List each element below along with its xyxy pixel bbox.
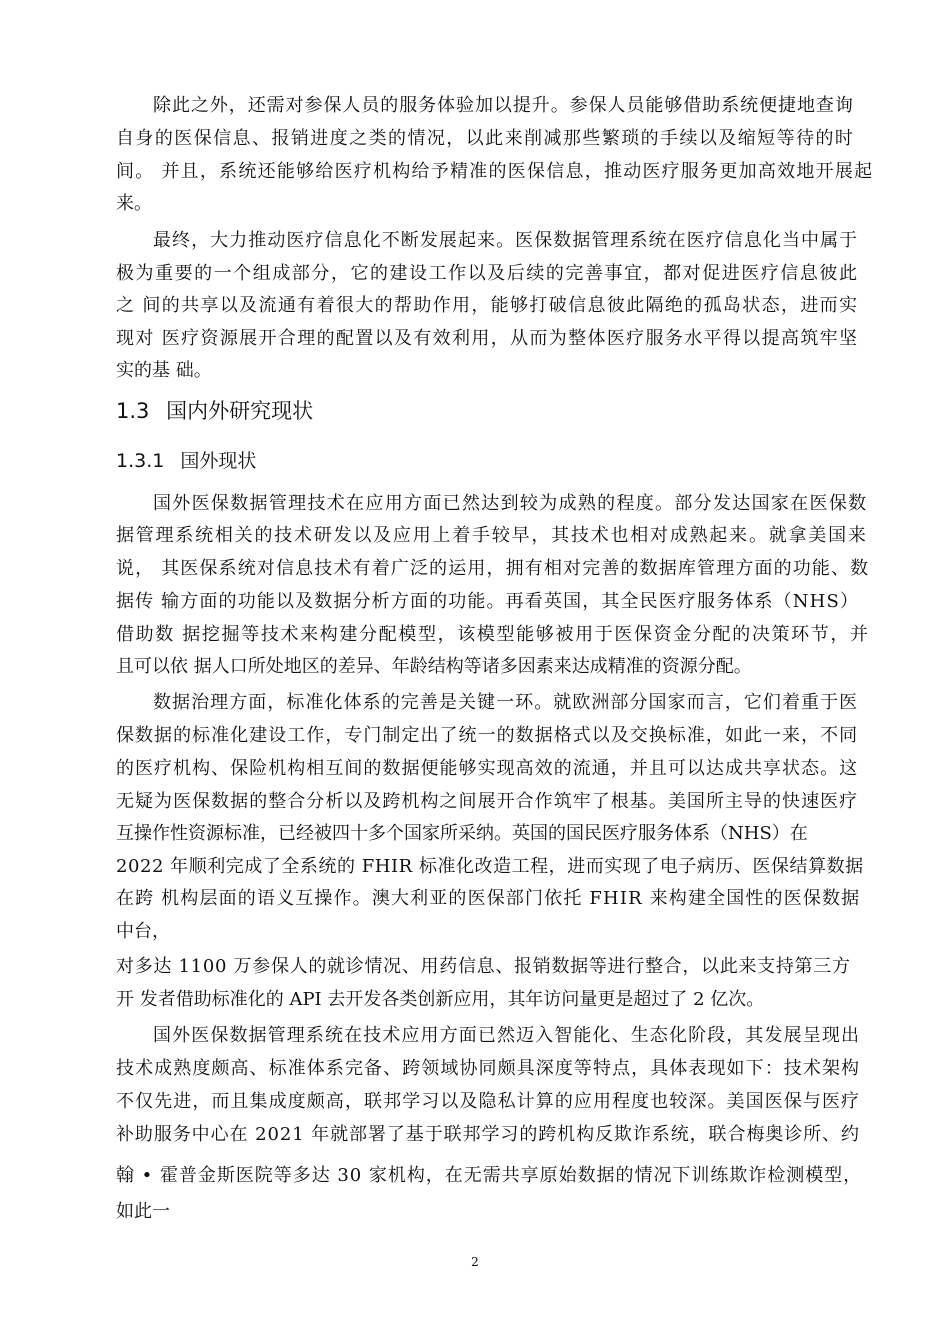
- body-line: 如此一: [116, 1201, 170, 1222]
- body-line: 国外医保数据管理技术在应用方面已然达到较为成熟的程度。部分发达国家在医保数: [153, 493, 868, 514]
- body-line: 除此之外，还需对参保人员的服务体验加以提升。参保人员能够借助系统便捷地查询: [153, 95, 854, 116]
- body-line: 国外医保数据管理系统在技术应用方面已然迈入智能化、生态化阶段，其发展呈现出: [153, 1025, 861, 1046]
- body-line: 最终，大力推动医疗信息化不断发展起来。医保数据管理系统在医疗信息化当中属于: [153, 230, 859, 251]
- page-number: 2: [471, 1255, 479, 1269]
- body-line: 借助数 据挖掘等技术来构建分配模型，该模型能够被用于医保资金分配的决策环节，并: [116, 624, 870, 645]
- body-line: 技术成熟度颇高、标准体系完备、跨领域协同颇具深度等特点，具体表现如下：技术架构: [116, 1058, 861, 1079]
- body-line: 翰 • 霍普金斯医院等多达 30 家机构，在无需共享原始数据的情况下训练欺诈检测模型，: [116, 1165, 863, 1186]
- body-line: 说， 其医保系统对信息技术有着广泛的运用，拥有相对完善的数据库管理方面的功能、数: [116, 558, 870, 579]
- body-line: 据管理系统相关的技术研发以及应用上着手较早，其技术也相对成熟起来。就拿美国来: [116, 525, 868, 546]
- body-line: 无疑为医保数据的整合分析以及跨机构之间展开合作筑牢了根基。美国所主导的快速医疗: [116, 791, 859, 812]
- body-line: 且可以依 据人口所处地区的差异、年龄结构等诸多因素来达成精准的资源分配。: [116, 656, 752, 677]
- body-line: 在跨 机构层面的语义互操作。澳大利亚的医保部门依托 FHIR 来构建全国性的医保数据: [116, 888, 861, 909]
- body-line: 互操作性资源标准，已经被四十多个国家所采纳。英国的国民医疗服务体系（NHS）在: [116, 823, 808, 844]
- body-line: 自身的医保信息、报销进度之类的情况，以此来削减那些繁琐的手续以及缩短等待的时: [116, 128, 855, 149]
- body-line: 的医疗机构、保险机构相互间的数据便能够实现高效的流通，并且可以达成共享状态。这: [116, 758, 859, 779]
- section-number: 1.3: [116, 399, 150, 423]
- body-line: 间。 并且，系统还能够给医疗机构给予精准的医保信息，推动医疗服务更加高效地开展起: [116, 161, 874, 182]
- body-line: 开 发者借助标准化的 API 去开发各类创新应用，其年访问量更是超过了 2 亿次。: [116, 989, 765, 1010]
- section-title: 国内外研究现状: [166, 399, 314, 423]
- body-line: 补助服务中心在 2021 年就部署了基于联邦学习的跨机构反欺诈系统，联合梅奥诊所、约: [116, 1124, 860, 1145]
- body-line: 保数据的标准化建设工作，专门制定出了统一的数据格式以及交换标准，如此一来，不同: [116, 725, 859, 746]
- body-line: 现对 医疗资源展开合理的配置以及有效利用，从而为整体医疗服务水平得以提高筑牢坚: [116, 328, 859, 349]
- subsection-title: 国外现状: [180, 450, 257, 472]
- body-line: 不仅先进，而且集成度颇高，联邦学习以及隐私计算的应用程度也较深。美国医保与医疗: [116, 1091, 861, 1112]
- body-line: 2022 年顺利完成了全系统的 FHIR 标准化改造工程，进而实现了电子病历、医保结算数据: [116, 856, 864, 877]
- body-line: 据传 输方面的功能以及数据分析方面的功能。再看英国，其全民医疗服务体系（NHS）: [116, 591, 860, 612]
- body-line: 极为重要的一个组成部分，它的建设工作以及后续的完善事宜，都对促进医疗信息彼此: [116, 263, 859, 284]
- body-line: 来。: [116, 193, 152, 214]
- subsection-number: 1.3.1: [116, 450, 165, 472]
- body-line: 对多达 1100 万参保人的就诊情况、用药信息、报销数据等进行整合，以此来支持第三方: [116, 956, 851, 977]
- body-line: 之 间的共享以及流通有着很大的帮助作用，能够打破信息彼此隔绝的孤岛状态，进而实: [116, 295, 859, 316]
- body-line: 中台，: [116, 921, 170, 942]
- section-heading: [116, 398, 313, 424]
- body-line: 数据治理方面，标准化体系的完善是关键一环。就欧洲部分国家而言，它们着重于医: [153, 692, 859, 713]
- body-line: 实的基 础。: [116, 360, 212, 381]
- subsection-heading: [116, 449, 256, 473]
